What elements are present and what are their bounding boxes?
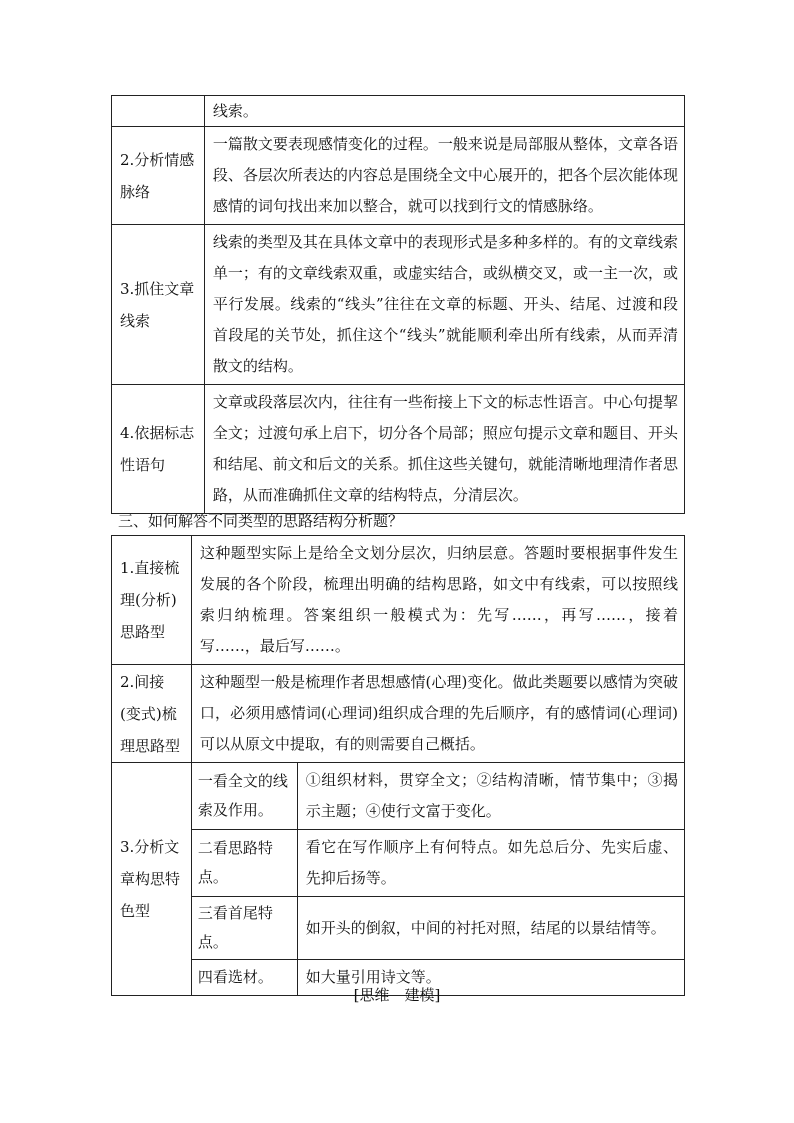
table-row — [112, 536, 685, 665]
row-label: 2.分析情感脉络 — [112, 127, 205, 225]
row-text: 文章或段落层次内，往往有一些衔接上下文的标志性语言。中心句提挈全文；过渡句承上启下，切分各个局部；照应句提示文章和题目、开头和结尾、前文和后文的关系。抓住这些关键句，就能清晰地理清作者思路，从而准确抓住文章的结构特点，分清层次。 — [204, 385, 684, 514]
row-text: 线索。 — [204, 96, 684, 127]
table-row — [112, 127, 685, 225]
table-row — [112, 830, 685, 897]
footer-label: [思维 建模] — [353, 986, 441, 1004]
row-label: 2.间接(变式)梳理思路型 — [112, 665, 192, 763]
method-table — [111, 95, 685, 514]
question-type-table — [111, 535, 685, 996]
row-label: 3.抓住文章线索 — [112, 225, 205, 385]
sub-text: 如开头的倒叙，中间的衬托对照，结尾的以景结情等。 — [297, 897, 684, 960]
sub-label: 一看全文的线索及作用。 — [191, 763, 297, 830]
sub-text: 如大量引用诗文等。 — [297, 960, 684, 996]
sub-label: 二看思路特点。 — [191, 830, 297, 897]
table-row — [112, 225, 685, 385]
row-text: 一篇散文要表现感情变化的过程。一般来说是局部服从整体，文章各语段、各层次所表达的内容总是围绕全文中心展开的，把各个层次能体现感情的词句找出来加以整合，就可以找到行文的情感脉络。 — [204, 127, 684, 225]
section-heading: 三、如何解答不同类型的思路结构分析题？ — [118, 512, 404, 530]
row-label: 1.直接梳理(分析)思路型 — [112, 536, 192, 665]
row-label: 4.依据标志性语句 — [112, 385, 205, 514]
row-text: 线索的类型及其在具体文章中的表现形式是多种多样的。有的文章线索单一；有的文章线索双重，或虚实结合，或纵横交叉，或一主一次，或平行发展。线索的“线头”往往在文章的标题、开头、结尾、过渡和段首段尾的关节处，抓住这个“线头”就能顺利牵出所有线索，从而弄清散文的结构。 — [204, 225, 684, 385]
table-row — [112, 897, 685, 960]
sub-label: 三看首尾特点。 — [191, 897, 297, 960]
sub-label: 四看选材。 — [191, 960, 297, 996]
sub-text: 看它在写作顺序上有何特点。如先总后分、先实后虚、先抑后扬等。 — [297, 830, 684, 897]
row-text: 这种题型一般是梳理作者思想感情(心理)变化。做此类题要以感情为突破口，必须用感情词(心理词)组织成合理的先后顺序，有的感情词(心理词)可以从原文中提取，有的则需要自己概括。 — [191, 665, 684, 763]
table-row — [112, 385, 685, 514]
row-label — [112, 96, 205, 127]
row-text: 这种题型实际上是给全文划分层次，归纳层意。答题时要根据事件发生发展的各个阶段，梳理出明确的结构思路，如文中有线索，可以按照线索归纳梳理。答案组织一般模式为：先写……，再写……，接着写……，最后写……。 — [191, 536, 684, 665]
row-label: 3.分析文章构思特色型 — [112, 763, 192, 996]
table-row — [112, 763, 685, 830]
sub-text: ①组织材料，贯穿全文；②结构清晰，情节集中；③揭示主题；④使行文富于变化。 — [297, 763, 684, 830]
table-row — [112, 665, 685, 763]
table-row — [112, 96, 685, 127]
